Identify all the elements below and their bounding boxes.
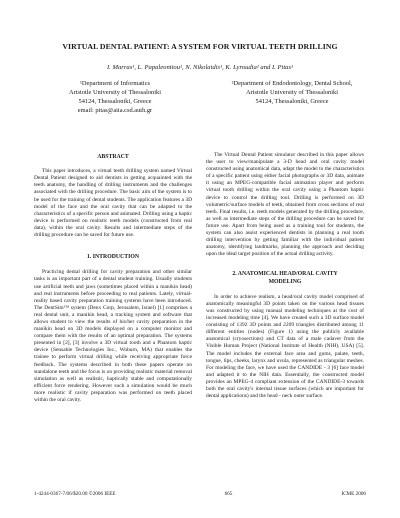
introduction-paragraph-continued: The Virtual Dental Patient simulator described in this paper allows the user to view/manipulate a 3-D head and oral cavity model constructed using anatomical data, adapt the model to the characteristics of a specific patient using either facial photographs or 3D data, animate it using an MPEG-compatible facial animation player and perform virtual tooth drilling within the oral cavity using a Phantom haptic device to control the drilling tool. Drilling is performed on 3D volumetric/surface models of teeth, obtained from cross sections of real teeth. Final results, i.e. teeth models generated by the drilling procedure, as well as intermediate steps of the drilling procedure can be saved for future use. Apart from being used as a training tool for students, the system can also assist experienced dentists in planning a real tooth drilling intervention by getting familiar with the individual patient anatomy, identifying landmarks, planning the approach and deciding upon the ideal target position of the actual drilling activity. (206, 152, 364, 258)
page-footer (34, 491, 366, 497)
conference-name: ICME 2006 (341, 491, 366, 497)
affiliation-line: 54124, Thessaloniki, Greece (255, 98, 329, 105)
right-column (206, 152, 364, 400)
section-2-heading-line2: MODELING (268, 278, 302, 285)
section-2-paragraph: In order to achieve realism, a head/oral cavity model comprised of anatomically meaningful 3D points taken on the various head tissues was constructed by using manual modeling techniques at the cost of increased modeling time [4]. We have created such a 3D surface model consisting of 1392 3D points and 2209 triangles distributed among 11 different entities (nodes) (Figure 1) using the publicly available anatomical (cryosections) and CT data of a male cadaver from the Visible Human Project (National Institute of Health (NIH), USA) [5]. The model includes the external face area and gums, palate, teeth, tongue, lips, cheeks, larynx and uvula, represented as triangular meshes. For modeling the face, we have used the CANDIDE - 3 [6] face model and adapted it to the NIH data. Essentially, the constructed model provides an MPEG-4 compliant extension of the CANDIDE-3 towards both the oral cavity's internal tissue surfaces (which are important for dental applications) and the head - neck outer surface. (206, 293, 364, 400)
affiliation-right (212, 79, 372, 106)
abstract-heading: ABSTRACT (97, 154, 129, 160)
affiliation-line: ¹Department of Informatics (79, 80, 151, 87)
affiliation-line: Aristotle University of Thessaloniki (245, 89, 338, 96)
abstract-text: This paper introduces, a virtual teeth drilling system named Virtual Dental Patient designed to aid dentists in getting acquainted with the teeth anatomy, the handling of drilling instruments and the challenges associated with the drilling procedure. The basic aim of the system is to be used for the training of dental students. The application features a 3D model of the face and the oral cavity that can be adapted to the characteristics of a specific person and animated. Drilling using a haptic device is performed on realistic teeth models (constructed from real data), within the oral cavity. Results and intermediate steps of the drilling procedure can be saved for future use. (34, 168, 192, 239)
affiliation-line: 54124, Thessaloniki, Greece (78, 98, 152, 105)
paper-title: VIRTUAL DENTAL PATIENT: A SYSTEM FOR VIRTUAL TEETH DRILLING (62, 42, 338, 51)
page-number: 665 (224, 491, 233, 497)
affiliation-line: ²Department of Endodontology, Dental School, (231, 80, 353, 87)
section-2-heading: 2. ANATOMICAL HEAD/ORAL CAVITY (232, 271, 338, 278)
affiliation-email: email: pitas@aiia.csd.auth.gr (77, 107, 153, 114)
affiliation-left (40, 79, 190, 115)
left-column (34, 154, 192, 404)
footer-copyright: 1-4244-0367-7/06/$20.00 ©2006 IEEE (34, 491, 116, 497)
author-list: I. Marras¹, L. Papaleontiou¹, N. Nikolaidis¹, K. Lyroudia² and I. Pitas¹ (106, 64, 293, 71)
affiliation-line: Aristotle University of Thessaloniki (68, 89, 161, 96)
introduction-heading: 1. INTRODUCTION (86, 254, 140, 261)
introduction-paragraph: Practicing dental drilling for cavity preparation and other similar tasks is an important part of a dental student training. Usually students use artificial teeth and jaws (sometimes placed within a manikin head) and real instruments before proceeding to real patients. Lately, virtual-reality based cavity preparation training systems have been introduced. The DentSim™ system (Denx Corp, Jerusalem, Israel) [1] comprises a real dental unit, a manikin head, a tracking system and software that allows student to view the results of his/her cavity preparation in the manikin head on 3D models displayed on a computer monitor and compare them with the results of an optimal preparation. The systems presented in [2], [3] involve a 3D virtual tooth and a Phantom haptic device (Sensable Technologies Inc., Woburn, MA) that enables the trainee to perform virtual drilling while receiving appropriate force feedback. The systems described in both these papers operate on standalone teeth and the focus is on providing realistic material removal simulation as well as realistic, haptically stable and computationally efficient force rendering. However such a simulation would be much more realistic if cavity preparation was performed on teeth placed within the oral cavity. (34, 269, 192, 404)
